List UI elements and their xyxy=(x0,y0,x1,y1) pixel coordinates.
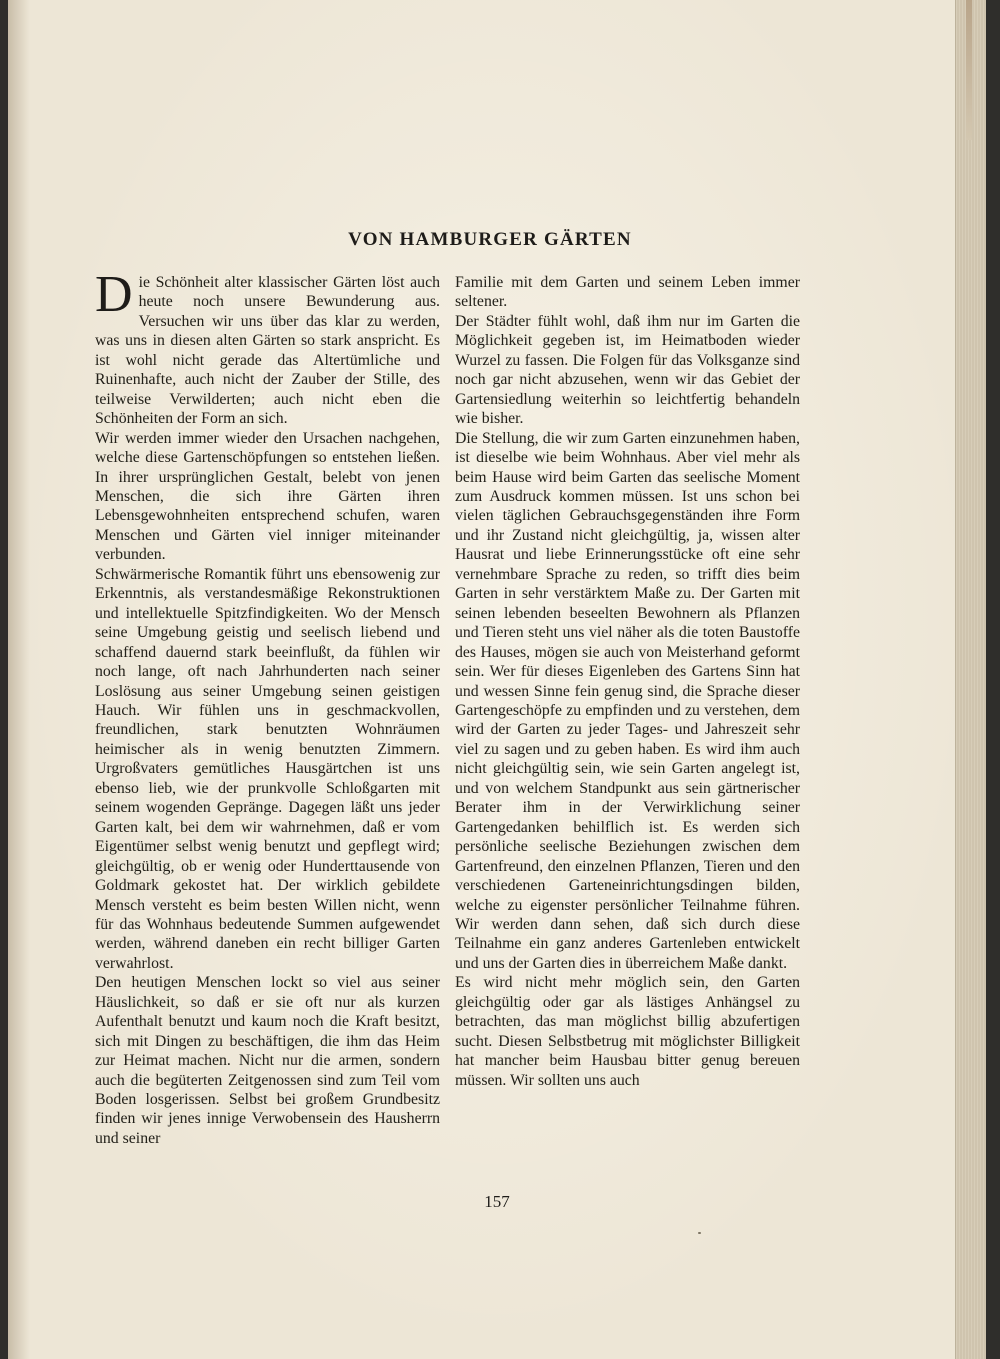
drop-cap: D xyxy=(95,266,133,323)
page-title: VON HAMBURGER GÄRTEN xyxy=(348,229,632,250)
paper-speck xyxy=(698,1232,701,1234)
edge-stain xyxy=(966,0,972,140)
paragraph: Den heutigen Menschen lockt so viel aus seiner Häuslichkeit, so daß er sie oft nur als kurzen Aufenthalt benutzt und kaum noch die Kraft besitzt, sich mit Dingen zu beschäftigen, die ihm das Heim zur Heimat machen. Nicht nur die armen, sondern auch die begüterten Zeitgenossen sind zum Teil vom Boden losgerissen. Selbst bei großem Grundbesitz finden wir jenes innige Verwobensein des Hausherrn und seiner xyxy=(95,974,440,1147)
paragraph: Der Städter fühlt wohl, daß ihm nur im Garten die Möglichkeit gegeben ist, im Heimatboden wieder Wurzel zu fassen. Die Folgen für das Volksganze sind noch gar nicht abzusehen, wenn wir das Gebiet der Gartensiedlung weiterhin so leichtfertig behandeln wie bisher. xyxy=(455,312,800,428)
paragraph: Es wird nicht mehr möglich sein, den Garten gleichgültig oder gar als lästiges Anhängsel zu betrachten, das man möglichst billig abzufertigen sucht. Diesen Selbstbetrug mit möglichster Billigkeit hat mancher beim Hausbau bitter genug bereuen müssen. Wir sollten uns auch xyxy=(455,974,800,1089)
paragraph xyxy=(95,266,440,429)
paragraph: Schwärmerische Romantik führt uns ebensowenig zur Erkenntnis, als verstandesmäßige Rekonstruktionen und intellektuelle Spitzfindigkeiten. Wo der Mensch seine Umgebung geistig und seelisch liebend und schaffend dauernd stark beeinflußt, da fühlen wir noch lange, oft nach Jahrhunderten nach seiner Loslösung aus seiner Umgebung seinen geistigen Hauch. Wir fühlen uns in geschmackvollen, freundlichen, stark benutzten Wohnräumen heimischer als in wenig benutzten Zimmern. Urgroßvaters gemütliches Hausgärtchen ist uns ebenso lieb, wie der prunkvolle Schloßgarten mit seinem wogenden Gepränge. Dagegen läßt uns jeder Garten kalt, bei dem wir wahrnehmen, daß er vom Eigentümer selbst wenig benutzt und gepflegt wird; gleichgültig, ob er wenig oder Hunderttausende von Goldmark gekostet hat. Der wirklich gebildete Mensch versteht es beim besten Willen nicht, wenn für das Wohnhaus bedeutende Summen aufgewendet werden, während daneben ein recht billiger Garten verwahrlost. xyxy=(95,565,440,972)
paragraph: Wir werden immer wieder den Ursachen nachgehen, welche diese Gartenschöpfungen so entstehen ließen. In ihrer ursprünglichen Gestalt, belebt von jenen Menschen, die sich ihre Gärten ihren Lebensgewohnheiten entsprechend schufen, waren Menschen und Gärten viel inniger miteinander verbunden. xyxy=(95,429,440,564)
right-column xyxy=(455,273,800,1090)
paragraph-text: ie Schönheit alter klassischer Gärten löst auch heute noch unsere Bewunderung aus. Versuchen wir uns über das klar zu werden, was uns in diesen alten Gärten so stark anspricht. Es ist wohl nicht gerade das Altertümliche und Ruinenhafte, auch nicht der Zauber der Stille, des teilweise Verwilderten; auch nicht eben die Schönheiten der Form an sich. xyxy=(95,274,440,428)
page-edges xyxy=(955,0,986,1359)
paragraph: Die Stellung, die wir zum Garten einzunehmen haben, ist dieselbe wie beim Wohnhaus. Aber viel mehr als beim Hause wird beim Garten das seelische Moment zum Ausdruck kommen müssen. Ist uns schon bei vielen täglichen Gebrauchsgegenständen ihre Form und ihr Zustand nicht gleichgültig, ja, wissen alter Hausrat und liebe Erinnerungsstücke oft eine sehr vernehmbare Sprache zu reden, so trifft dies beim Garten in sehr verstärktem Maße zu. Der Garten mit seinen lebenden beseelten Bewohnern als Pflanzen und Tieren steht uns viel näher als die toten Baustoffe des Hauses, mögen sie auch von Meisterhand geformt sein. Wer für dieses Eigenleben des Gartens Sinn hat und wessen Sinne fein genug sind, die Sprache dieser Gartengeschöpfe zu empfinden und zu verstehen, dem wird der Garten zu jeder Tages- und Jahreszeit sehr viel zu sagen und zu geben haben. Es wird ihm auch nicht gleichgültig sein, wie sein Garten angelegt ist, und von welchem Standpunkt aus sein gärtnerischer Berater ihm in der Verwirklichung seiner Gartengedanken behilflich ist. Es werden sich persönliche seelische Beziehungen zwischen dem Gartenfreund, den einzelnen Pflanzen, Tieren und den verschiedenen Garteneinrichtungsdingen bilden, welche zu eigenster persönlicher Teilnahme führen. Wir werden dann sehen, daß sich durch diese Teilnahme ein ganz anderes Gartenleben entwickelt und uns der Garten dies in überreichem Maße dankt. xyxy=(455,429,800,972)
left-column xyxy=(95,266,440,1148)
book-page xyxy=(8,0,986,1359)
page-number: 157 xyxy=(484,1192,510,1211)
paragraph: Familie mit dem Garten und seinem Leben immer seltener. xyxy=(455,274,800,311)
